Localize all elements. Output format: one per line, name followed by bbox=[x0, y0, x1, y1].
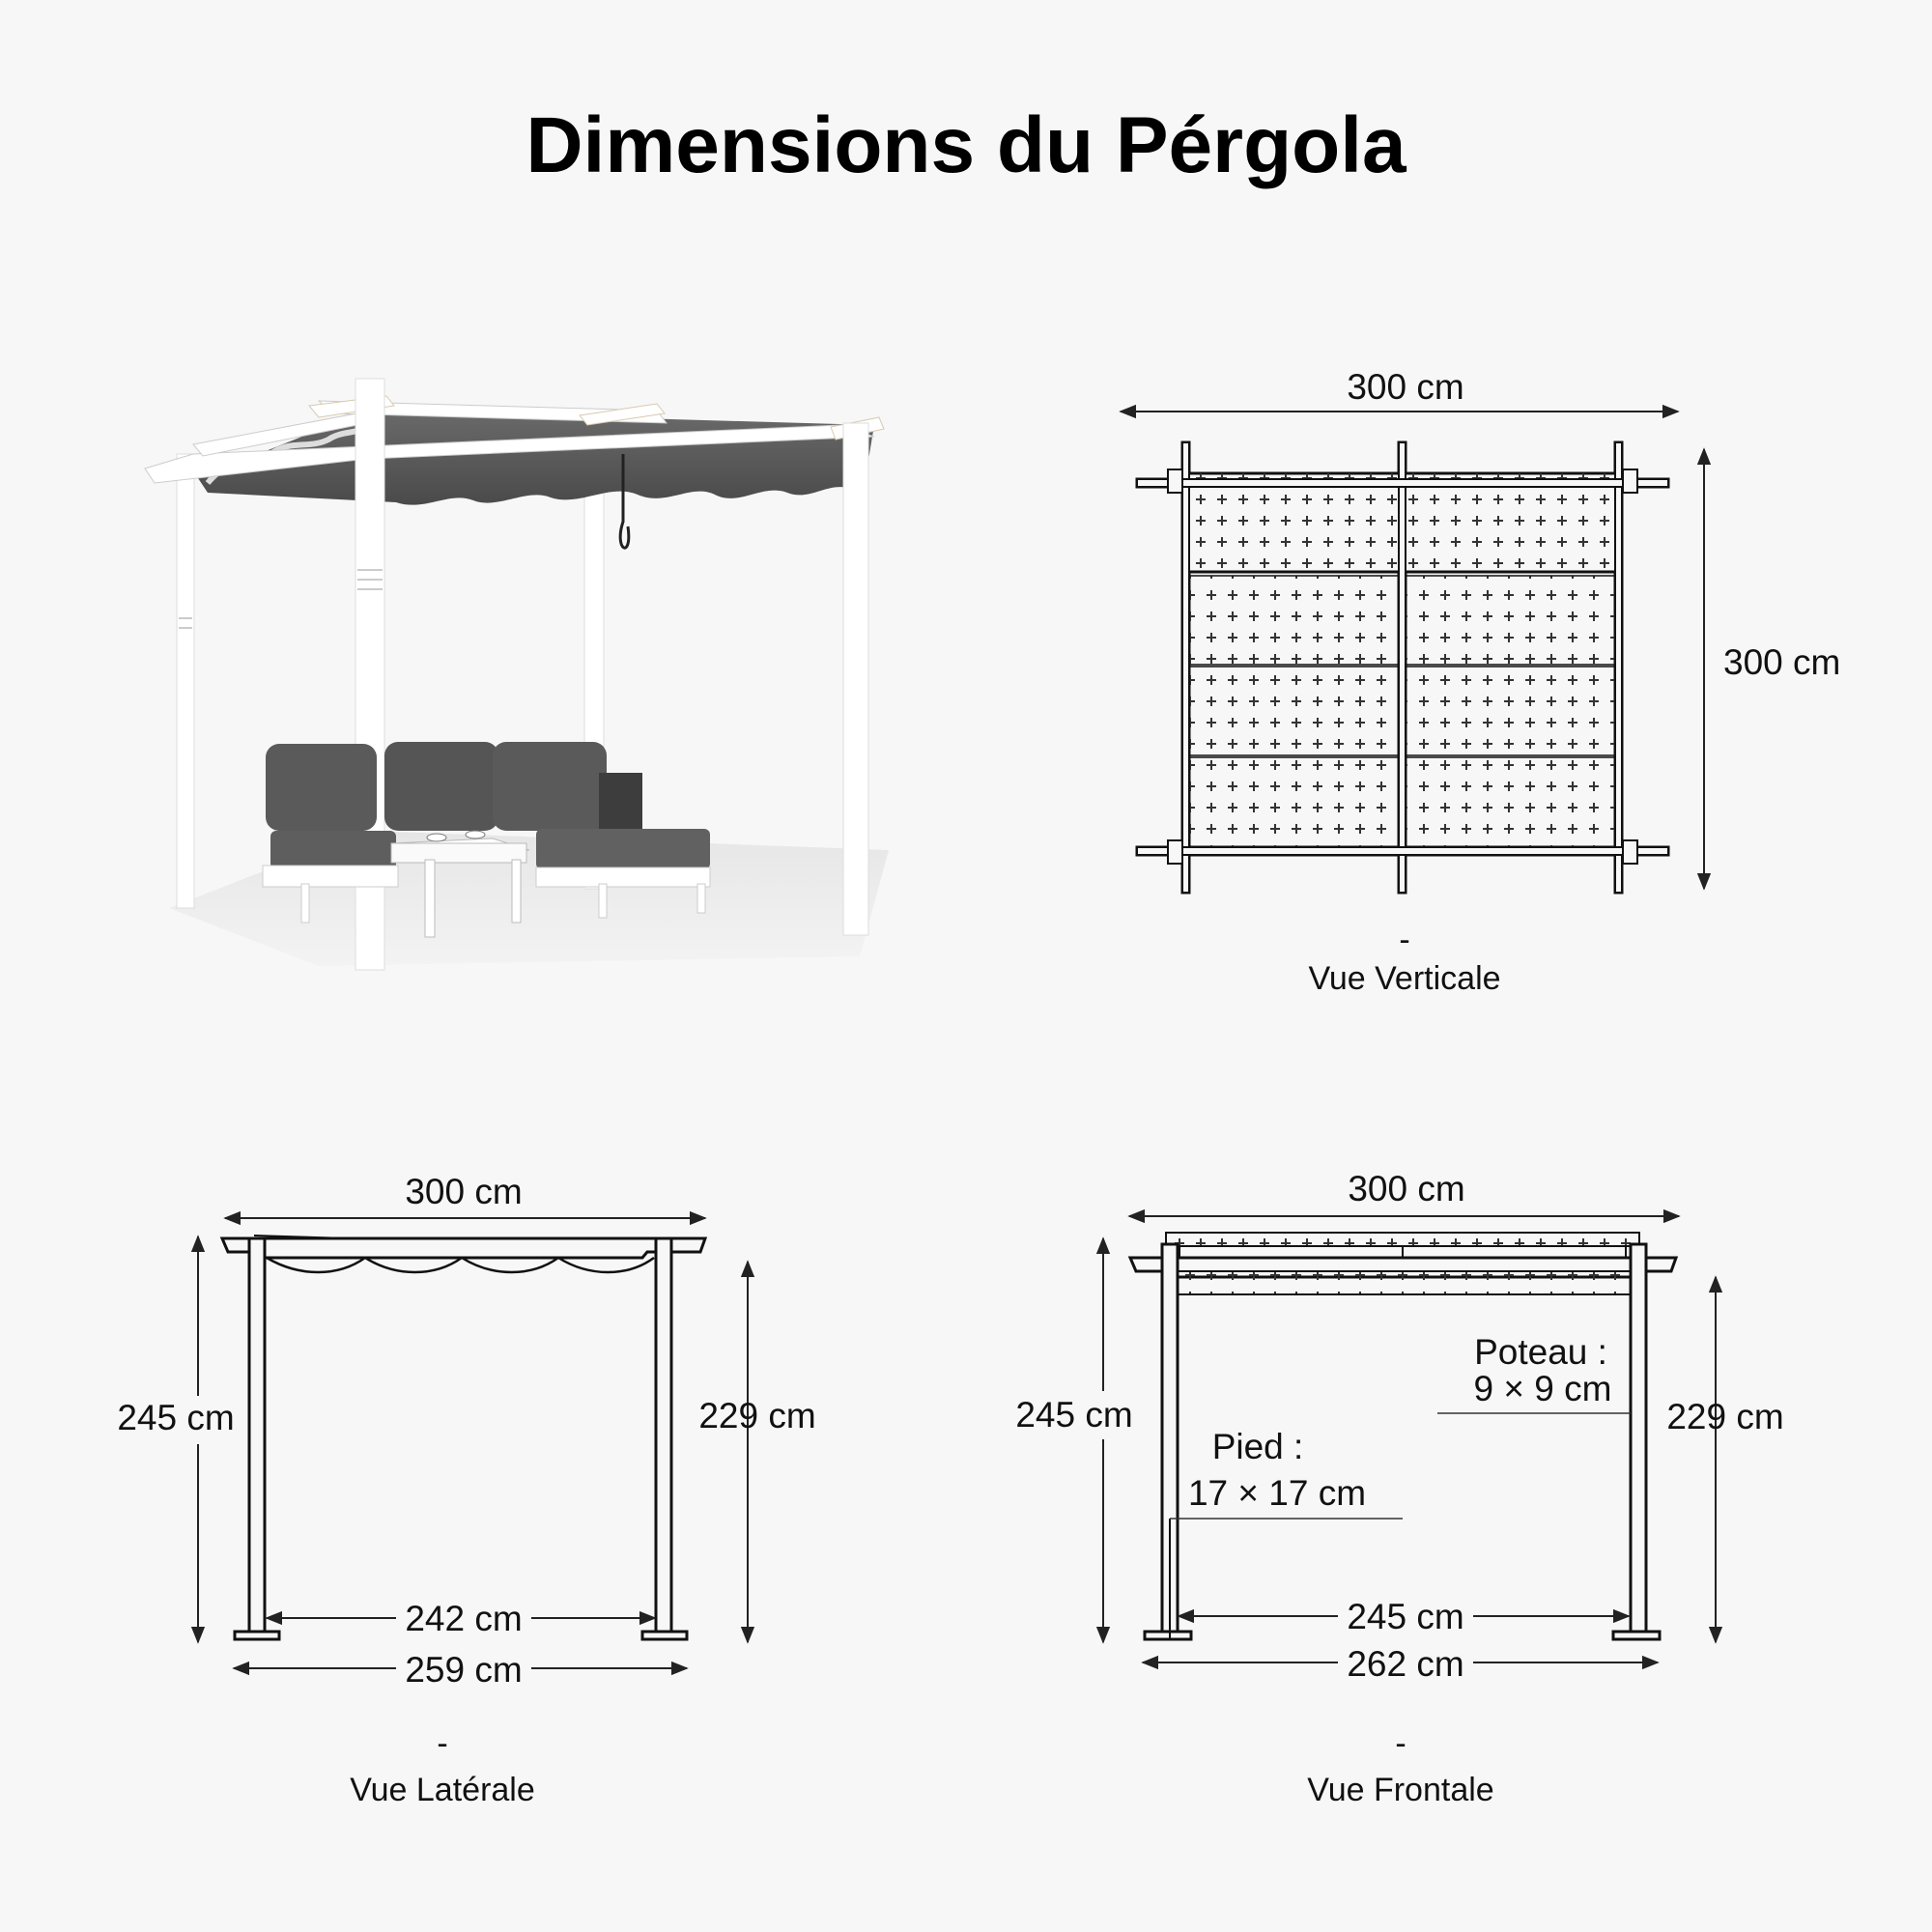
table-leg-2 bbox=[512, 860, 521, 923]
sofa-leg-2 bbox=[599, 884, 607, 918]
cushion-left bbox=[266, 744, 377, 831]
chaise-base bbox=[536, 867, 710, 887]
front-post-right bbox=[1631, 1244, 1646, 1638]
top-view-diagram bbox=[1121, 367, 1840, 997]
side-view-dash: - bbox=[437, 1725, 448, 1762]
side-foot-right bbox=[642, 1632, 687, 1639]
side-post-right bbox=[656, 1238, 671, 1638]
side-canopy-waves bbox=[267, 1258, 654, 1272]
post-bottom-left bbox=[1168, 840, 1182, 864]
cushion-right bbox=[493, 742, 607, 831]
side-post-left bbox=[249, 1238, 265, 1638]
front-view-diagram bbox=[1009, 1169, 1784, 1808]
post-label-line-1: Poteau : bbox=[1474, 1332, 1607, 1372]
side-height-left-label: 245 cm bbox=[117, 1398, 235, 1437]
cup-2 bbox=[466, 831, 485, 838]
side-width-label: 300 cm bbox=[405, 1172, 523, 1211]
foot-label-line-2: 17 × 17 cm bbox=[1187, 1473, 1367, 1513]
sofa-arm bbox=[599, 773, 642, 833]
rafter-right bbox=[1615, 442, 1622, 893]
sofa-leg-3 bbox=[697, 884, 705, 913]
front-foot-left bbox=[1145, 1632, 1191, 1639]
foot-label-line-1: Pied : bbox=[1211, 1427, 1304, 1466]
top-depth-label: 300 cm bbox=[1723, 642, 1841, 682]
front-canopy-top bbox=[1166, 1233, 1639, 1246]
coffee-table-apron bbox=[391, 843, 526, 863]
side-view-diagram bbox=[111, 1172, 816, 1808]
rafter-mid bbox=[1399, 442, 1406, 893]
beam-bottom-front bbox=[1137, 847, 1668, 855]
front-view-caption: Vue Frontale bbox=[1307, 1772, 1494, 1808]
sofa-leg-1 bbox=[301, 884, 309, 923]
top-width-label: 300 cm bbox=[1347, 367, 1464, 407]
post-front-right bbox=[843, 423, 868, 935]
rafter-left bbox=[1182, 442, 1189, 893]
table-leg-1 bbox=[425, 860, 435, 937]
front-height-right-label: 229 cm bbox=[1666, 1397, 1784, 1436]
cushion-middle bbox=[384, 742, 498, 831]
front-foot-right bbox=[1613, 1632, 1660, 1639]
front-canopy-lower bbox=[1177, 1271, 1631, 1294]
post-top-right bbox=[1623, 469, 1637, 493]
front-inner-label: 245 cm bbox=[1347, 1597, 1464, 1636]
cup-1 bbox=[427, 834, 446, 841]
post-back-left bbox=[177, 454, 194, 908]
sofa-base bbox=[263, 866, 398, 887]
pergola-product-image bbox=[145, 379, 889, 970]
side-height-right-label: 229 cm bbox=[698, 1396, 816, 1435]
side-foot-left bbox=[235, 1632, 279, 1639]
post-top-left bbox=[1168, 469, 1182, 493]
side-top-beam bbox=[222, 1238, 705, 1258]
side-view-caption: Vue Latérale bbox=[350, 1772, 535, 1808]
front-outer-label: 262 cm bbox=[1347, 1644, 1464, 1684]
side-outer-label: 259 cm bbox=[405, 1650, 523, 1690]
front-view-dash: - bbox=[1395, 1725, 1406, 1762]
post-label-line-2: 9 × 9 cm bbox=[1473, 1369, 1612, 1408]
side-inner-label: 242 cm bbox=[405, 1599, 523, 1638]
post-bottom-right bbox=[1623, 840, 1637, 864]
beam-top-front bbox=[1137, 479, 1668, 487]
page-title: Dimensions du Pérgola bbox=[526, 101, 1406, 189]
front-width-label: 300 cm bbox=[1348, 1169, 1465, 1208]
top-view-caption: Vue Verticale bbox=[1308, 960, 1501, 997]
sofa-seat-left bbox=[270, 831, 396, 869]
top-view-dash: - bbox=[1399, 922, 1410, 958]
chaise-seat bbox=[536, 829, 710, 869]
front-height-left-label: 245 cm bbox=[1015, 1395, 1133, 1435]
